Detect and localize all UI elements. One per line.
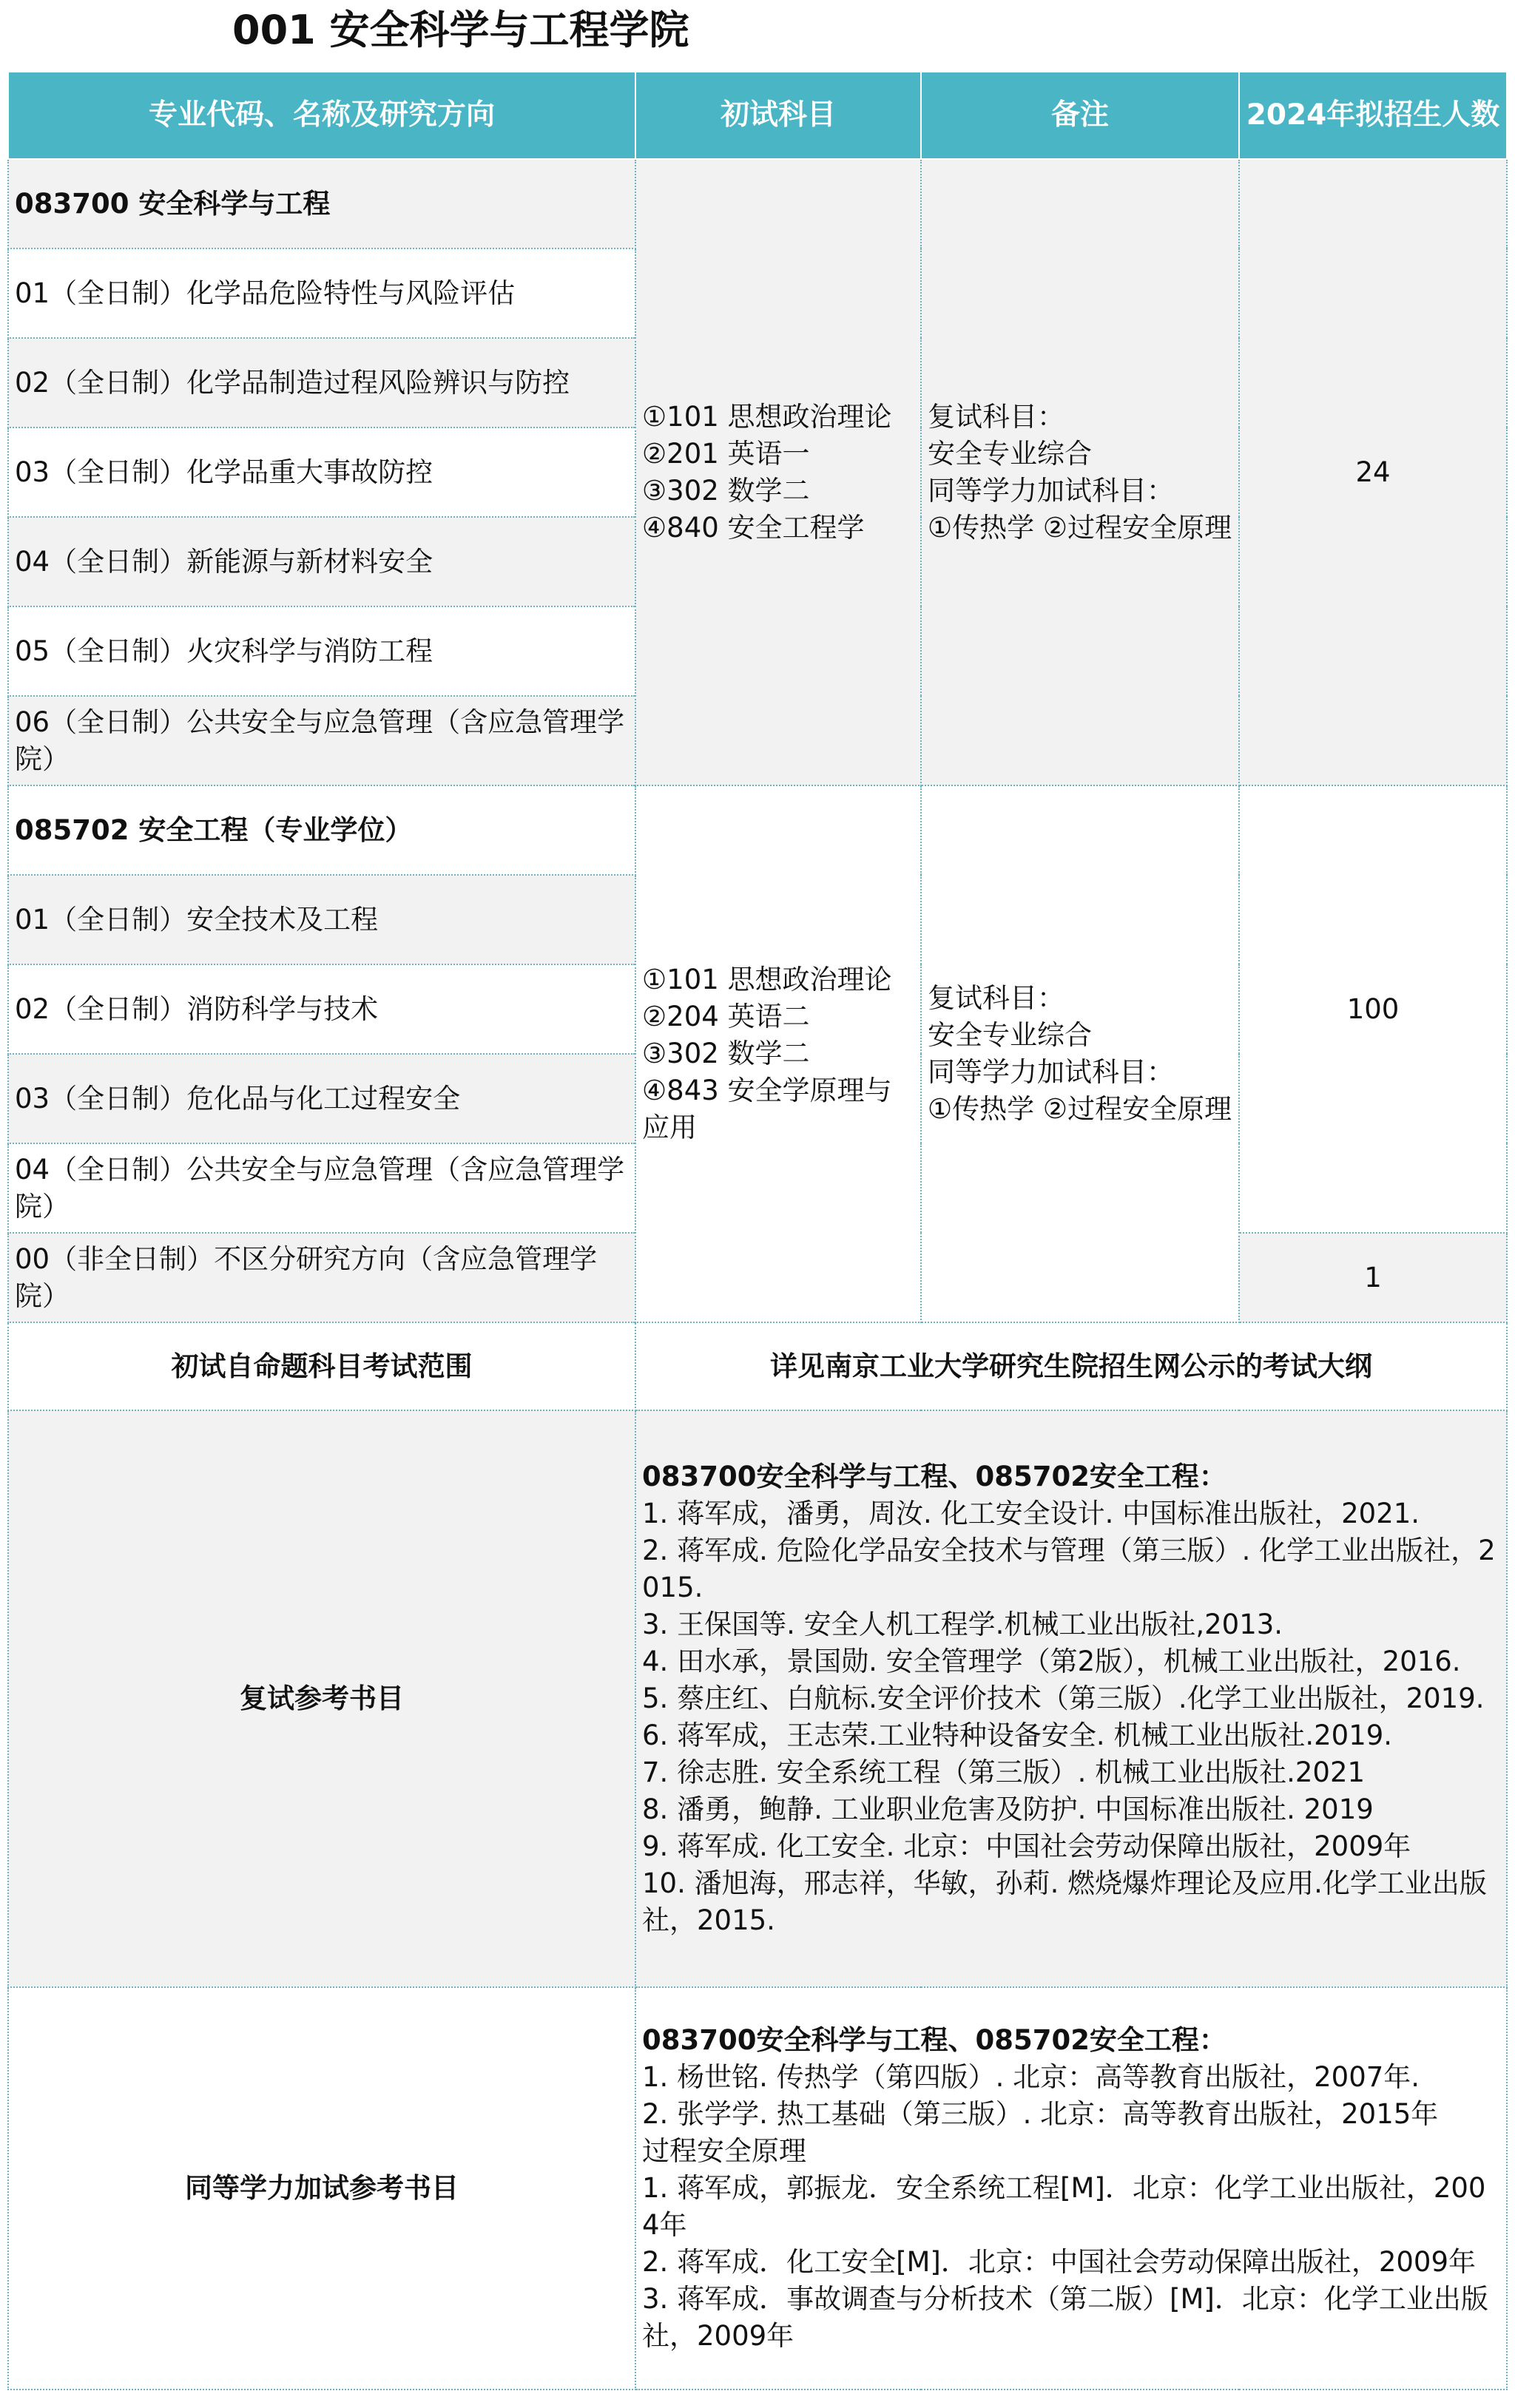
exam-subject: ①101 思想政治理论 [642,400,892,433]
book-item: 10. 潘旭海，邢志祥，华敏，孙莉. 燃烧爆炸理论及应用.化学工业出版社，2015. [642,1867,1487,1936]
book-item: 6. 蒋军成，王志荣.工业特种设备安全. 机械工业出版社.2019. [642,1719,1393,1751]
table-row [8,785,1507,875]
exam-subjects-cell [635,785,921,1322]
note-line: 同等学力加试科目： [928,1056,1174,1088]
notes-cell [921,159,1239,785]
table-row [8,1322,1507,1410]
book-subheading: 过程安全原理 [642,2135,806,2167]
enrollment-count: 100 [1239,785,1507,1233]
exam-subject: ②201 英语一 [642,437,810,470]
exam-subject: ②204 英语二 [642,1001,810,1032]
book-item: 2. 蒋军成．化工安全[M]．北京：中国社会劳动保障出版社，2009年 [642,2246,1477,2278]
notes-cell [921,785,1239,1322]
exam-subjects-cell [635,159,921,785]
admissions-table [7,71,1508,2390]
research-direction: 05（全日制）火灾科学与消防工程 [8,606,635,696]
book-item: 1. 蒋军成，郭振龙．安全系统工程[M]．北京：化学工业出版社，2004年 [642,2172,1486,2241]
enrollment-count: 24 [1239,159,1507,785]
exam-subject: ④843 安全学原理与应用 [642,1075,892,1143]
research-direction: 04（全日制）公共安全与应急管理（含应急管理学院） [8,1143,635,1233]
book-item: 8. 潘勇，鲍静. 工业职业危害及防护. 中国标准出版社. 2019 [642,1793,1374,1825]
equiv-books-label: 同等学力加试参考书目 [8,1987,635,2390]
research-direction: 03（全日制）化学品重大事故防控 [8,427,635,517]
book-item: 2. 张学学. 热工基础（第三版）. 北京：高等教育出版社，2015年 [642,2098,1439,2130]
retest-books-label: 复试参考书目 [8,1410,635,1987]
note-line: 复试科目： [928,982,1064,1014]
table-header-row [8,72,1507,159]
table-row [8,159,1507,248]
research-direction: 02（全日制）消防科学与技术 [8,964,635,1054]
note-line: ①传热学 ②过程安全原理 [928,511,1232,544]
research-direction: 02（全日制）化学品制造过程风险辨识与防控 [8,338,635,427]
note-line: 安全专业综合 [928,1019,1092,1051]
exam-subject: ④840 安全工程学 [642,511,865,544]
exam-range-label: 初试自命题科目考试范围 [8,1322,635,1410]
book-item: 3. 王保国等. 安全人机工程学.机械工业出版社,2013. [642,1609,1283,1640]
exam-subject: ③302 数学二 [642,474,810,507]
research-direction: 04（全日制）新能源与新材料安全 [8,517,635,606]
book-item: 7. 徐志胜. 安全系统工程（第三版）. 机械工业出版社.2021 [642,1756,1366,1788]
retest-books-heading: 083700安全科学与工程、085702安全工程： [642,1461,1226,1492]
major-name: 085702 安全工程（专业学位） [8,785,635,875]
header-notes: 备注 [921,72,1239,159]
exam-subject: ③302 数学二 [642,1038,810,1069]
research-direction: 03（全日制）危化品与化工过程安全 [8,1054,635,1143]
book-item: 4. 田水承，景国勋. 安全管理学（第2版），机械工业出版社，2016. [642,1646,1461,1677]
exam-subject: ①101 思想政治理论 [642,964,892,995]
research-direction: 01（全日制）化学品危险特性与风险评估 [8,248,635,338]
research-direction: 06（全日制）公共安全与应急管理（含应急管理学院） [8,696,635,785]
book-item: 2. 蒋军成. 危险化学品安全技术与管理（第三版）. 化学工业出版社，2015. [642,1535,1496,1603]
note-line: ①传热学 ②过程安全原理 [928,1093,1232,1125]
note-line: 同等学力加试科目： [928,474,1174,507]
book-item: 1. 蒋军成，潘勇，周汝. 化工安全设计. 中国标准出版社，2021. [642,1498,1420,1529]
table-row [8,1987,1507,2390]
book-item: 5. 蔡庄红、白航标.安全评价技术（第三版）.化学工业出版社，2019. [642,1682,1485,1714]
page-title: 001 安全科学与工程学院 [232,7,689,53]
note-line: 复试科目： [928,400,1064,433]
equiv-books-cell [635,1987,1507,2390]
table-row [8,1410,1507,1987]
book-item: 3. 蒋军成．事故调查与分析技术（第二版）[M]．北京：化学工业出版社，2009年 [642,2283,1488,2352]
major-name: 083700 安全科学与工程 [8,159,635,248]
note-line: 安全专业综合 [928,437,1092,470]
header-major-direction: 专业代码、名称及研究方向 [8,72,635,159]
header-exam-subjects: 初试科目 [635,72,921,159]
book-item: 9. 蒋军成. 化工安全. 北京：中国社会劳动保障出版社，2009年 [642,1830,1411,1862]
research-direction: 01（全日制）安全技术及工程 [8,875,635,964]
exam-range-value: 详见南京工业大学研究生院招生网公示的考试大纲 [635,1322,1507,1410]
header-enrollment: 2024年拟招生人数 [1239,72,1507,159]
research-direction: 00（非全日制）不区分研究方向（含应急管理学院） [8,1233,635,1322]
equiv-books-heading: 083700安全科学与工程、085702安全工程： [642,2024,1226,2056]
enrollment-count-parttime: 1 [1239,1233,1507,1322]
book-item: 1. 杨世铭. 传热学（第四版）. 北京：高等教育出版社，2007年. [642,2061,1420,2093]
retest-books-cell [635,1410,1507,1987]
